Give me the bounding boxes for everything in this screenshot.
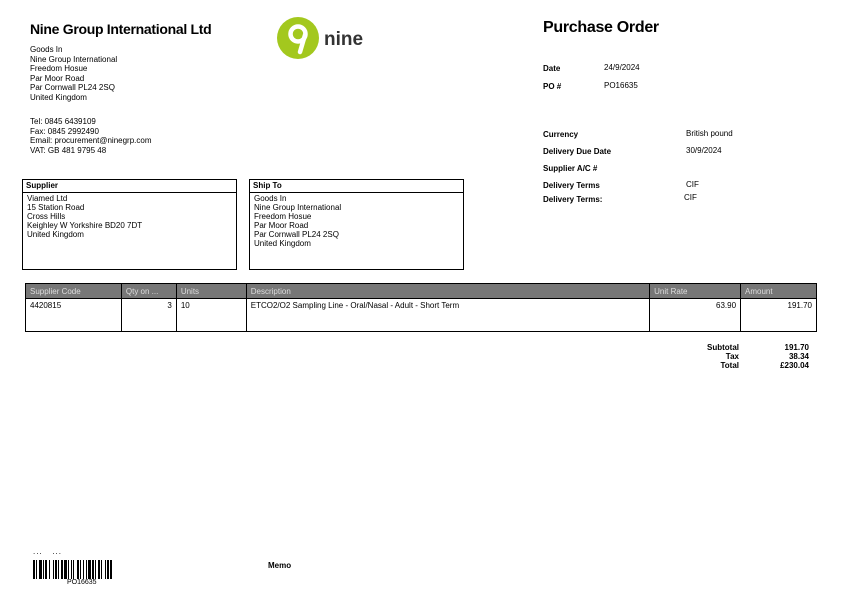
address-line: United Kingdom	[30, 92, 87, 102]
supplier-address	[23, 193, 236, 240]
supplier-line: Keighley W Yorkshire BD20 7DT	[27, 221, 143, 231]
delivery-due-label: Delivery Due Date	[543, 147, 612, 156]
ship-to-address	[250, 193, 463, 250]
subtotal-value: 191.70	[784, 343, 809, 352]
table-header-row	[26, 284, 817, 299]
document-title: Purchase Order	[543, 19, 659, 36]
contact-line: VAT: GB 481 9795 48	[30, 145, 107, 155]
contact-line: Tel: 0845 6439109	[30, 117, 96, 126]
memo-label: Memo	[268, 561, 292, 570]
header-units: Units	[176, 284, 246, 299]
barcode-bar	[71, 560, 72, 579]
barcode-bar	[33, 560, 35, 579]
barcode-bar	[73, 560, 74, 579]
header-unit-rate: Unit Rate	[650, 284, 741, 299]
barcode-bar	[58, 560, 59, 579]
company-address	[30, 45, 117, 103]
header-amount: Amount	[741, 284, 817, 299]
nine-logo-icon	[276, 16, 376, 62]
barcode-bar	[39, 560, 42, 579]
address-line: Goods In	[30, 45, 63, 54]
ship-to-line: Par Moor Road	[254, 221, 309, 231]
address-line: Par Cornwall PL24 2SQ	[30, 83, 115, 93]
company-name: Nine Group International Ltd	[30, 21, 212, 37]
table-row	[26, 299, 817, 332]
supplier-line: 15 Station Road	[27, 203, 85, 213]
header-qty: Qty on ...	[121, 284, 176, 299]
ship-to-box	[249, 179, 464, 270]
cell-description: ETCO2/O2 Sampling Line - Oral/Nasal - Adult - Short Term	[246, 299, 649, 332]
cell-supplier-code: 4420815	[26, 299, 122, 332]
ship-to-line: United Kingdom	[254, 239, 311, 249]
tax-label: Tax	[725, 352, 739, 361]
header-description: Description	[246, 284, 649, 299]
barcode-bar	[105, 560, 106, 579]
logo-text: nine	[324, 29, 364, 50]
footer-dots: ... ...	[33, 547, 63, 556]
delivery-terms-value-2: CIF	[684, 193, 697, 202]
ship-to-line: Nine Group International	[254, 203, 342, 213]
barcode-bar	[80, 560, 81, 579]
items-table	[25, 283, 817, 332]
cell-qty: 3	[121, 299, 176, 332]
ship-to-line: Par Cornwall PL24 2SQ	[254, 230, 339, 240]
company-contact	[30, 117, 152, 155]
barcode-bar	[88, 560, 91, 579]
barcode-bar	[55, 560, 57, 579]
barcode-bar	[95, 560, 96, 579]
barcode-bar	[36, 560, 37, 579]
barcode-bar	[53, 560, 54, 579]
address-line: Freedom Hosue	[30, 64, 88, 74]
barcode-bar	[68, 560, 69, 579]
po-value: PO16635	[604, 81, 638, 90]
barcode-bar	[83, 560, 84, 579]
barcode-bar	[77, 560, 79, 579]
delivery-terms-label: Delivery Terms	[543, 181, 600, 190]
totals-values	[749, 343, 809, 370]
cell-units: 10	[176, 299, 246, 332]
contact-line: Fax: 0845 2992490	[30, 126, 99, 136]
barcode-icon	[33, 560, 135, 579]
ship-to-heading: Ship To	[250, 180, 463, 193]
tax-value: 38.34	[788, 352, 809, 361]
barcode-bar	[110, 560, 112, 579]
nine-logo	[276, 16, 376, 62]
barcode-bar	[98, 560, 100, 579]
totals-labels	[679, 343, 739, 370]
supplier-line: Viamed Ltd	[27, 194, 68, 203]
subtotal-label: Subtotal	[707, 343, 739, 352]
ship-to-line: Goods In	[254, 194, 287, 203]
currency-value: British pound	[686, 129, 733, 138]
total-label: Total	[720, 361, 739, 370]
supplier-box	[22, 179, 237, 270]
supplier-ac-label: Supplier A/C #	[543, 164, 598, 173]
delivery-terms-label-2: Delivery Terms:	[543, 195, 603, 204]
barcode-text: PO16635	[67, 579, 97, 586]
cell-unit-rate: 63.90	[650, 299, 741, 332]
ship-to-line: Freedom Hosue	[254, 212, 312, 222]
delivery-due-value: 30/9/2024	[686, 146, 722, 155]
barcode-bar	[45, 560, 47, 579]
barcode-bar	[101, 560, 102, 579]
barcode-bar	[92, 560, 94, 579]
contact-line: Email: procurement@ninegrp.com	[30, 136, 152, 146]
cell-amount: 191.70	[741, 299, 817, 332]
barcode-bar	[61, 560, 63, 579]
date-value: 24/9/2024	[604, 63, 640, 72]
supplier-line: Cross Hills	[27, 212, 66, 222]
address-line: Par Moor Road	[30, 73, 85, 83]
date-label: Date	[543, 64, 561, 73]
supplier-line: United Kingdom	[27, 230, 84, 240]
barcode-bar	[43, 560, 44, 579]
barcode-bar	[49, 560, 50, 579]
currency-label: Currency	[543, 130, 579, 139]
header-supplier-code: Supplier Code	[26, 284, 122, 299]
barcode-bar	[107, 560, 109, 579]
supplier-heading: Supplier	[23, 180, 236, 193]
po-label: PO #	[543, 82, 562, 91]
total-value: £230.04	[780, 361, 809, 370]
delivery-terms-value: CIF	[686, 180, 699, 189]
address-line: Nine Group International	[30, 54, 118, 64]
barcode-bar	[64, 560, 67, 579]
barcode-bar	[86, 560, 87, 579]
